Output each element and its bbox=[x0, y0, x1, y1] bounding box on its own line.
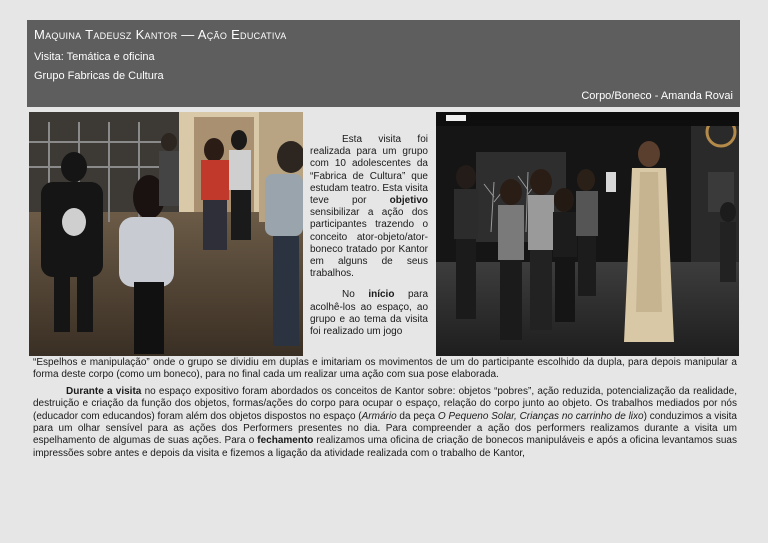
visit-paragraph bbox=[33, 386, 737, 460]
start-text-a: No bbox=[342, 289, 369, 301]
visit-text-b: da peça bbox=[396, 410, 438, 422]
document-title: Maquina Tadeusz Kantor — Ação Educativa bbox=[34, 27, 287, 42]
intro-paragraph bbox=[310, 134, 428, 280]
visit-text-d: realizamos uma oficina de criação de bonecos manipuláveis e após a oficina levantamos suas impressões sobre antes e depois da visita e fizemos a ligação da atividade realizada com o trabalho de Kantor, bbox=[33, 435, 737, 459]
header-banner bbox=[27, 20, 740, 107]
game-paragraph: “Espelhos e manipulação” onde o grupo se dividiu em duplas e imitariam os movimentos de um do participante escolhido da dupla, para depois manipular a forma deste corpo (como um boneco), para no final cada um realizar uma ação com sua pose elaborada. bbox=[33, 357, 737, 381]
visit-text-a: no espaço expositivo foram abordados os conceitos de Kantor sobre: objetos “pobres”, ação reduzida, potencialização da realidade, destruição e criação da função dos objetos, formas/ações do corpo para ocupar o espaço, relação do corpo junto ao objeto. Os trabalhos mediados por nós (educador com educandos) foram além dos objetos dispostos no espaço ( bbox=[33, 385, 737, 422]
intro-column bbox=[310, 134, 428, 347]
intro-text-a: Esta visita foi realizada para um grupo com 10 adolescentes da “Fabrica de Cultura” que estudam teatro. Esta visita teve por bbox=[310, 134, 428, 207]
photo-group-activity bbox=[29, 112, 303, 356]
visit-bold-1: Durante a visita bbox=[66, 385, 142, 397]
start-paragraph bbox=[310, 289, 428, 338]
group-name: Grupo Fabricas de Cultura bbox=[34, 70, 164, 82]
visit-type: Visita: Temática e oficina bbox=[34, 51, 155, 63]
visit-bold-2: fechamento bbox=[257, 435, 314, 447]
intro-text-bold: objetivo bbox=[389, 195, 428, 207]
authors-line: Corpo/Boneco - Amanda Rovai bbox=[581, 90, 733, 102]
start-text-b: para acolhê-los ao espaço, ao grupo e ao tema da visita foi realizado um jogo bbox=[310, 289, 429, 338]
visit-text-c: ) conduzimos a visita para um olhar sensível para as ações dos Performers presentes no dia. Para compreender a ação dos performers realizamos durante a visita um espelhamento de algumas de suas ações. Para o bbox=[33, 410, 737, 447]
body-text bbox=[33, 357, 737, 464]
intro-text-b: sensibilizar a ação dos participantes trazendo o conceito ator-objeto/ator-boneco tratado por Kantor em alguns de seus trabalhos. bbox=[310, 207, 428, 280]
photo-exhibition-performer bbox=[436, 112, 739, 356]
visit-italic-1: Armário bbox=[361, 410, 397, 422]
start-text-bold: início bbox=[368, 289, 395, 301]
visit-italic-2: O Pequeno Solar, Crianças no carrinho de lixo bbox=[437, 410, 644, 422]
